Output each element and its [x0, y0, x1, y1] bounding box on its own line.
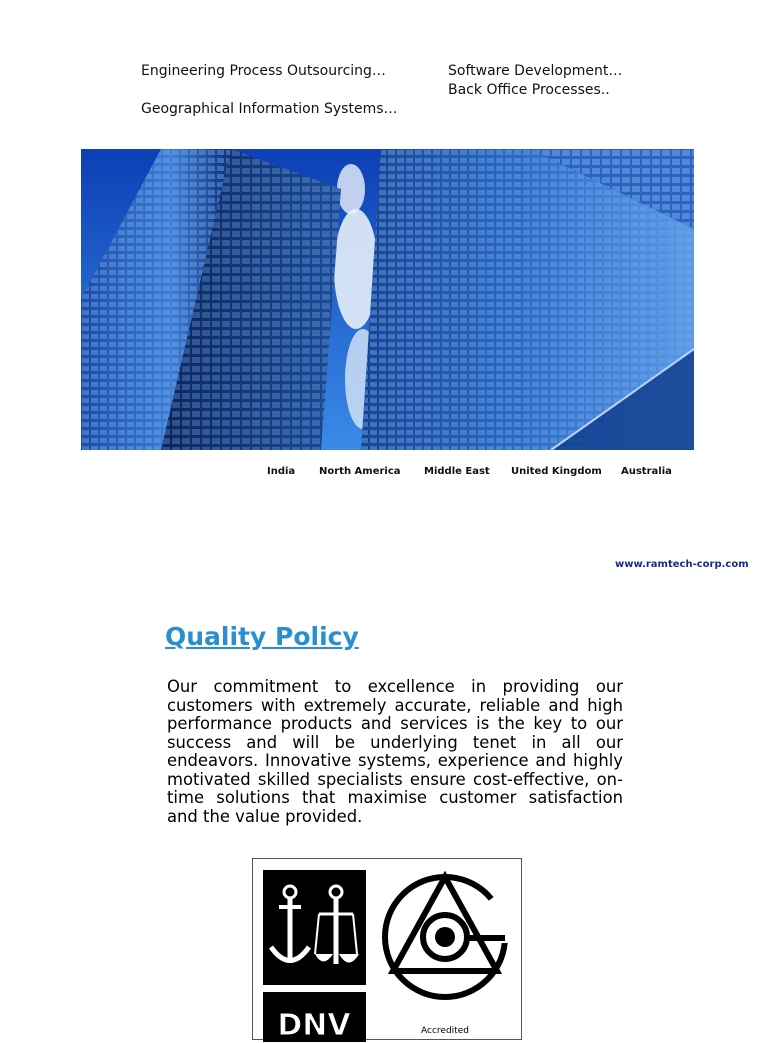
accreditation-caption: Accredited: [421, 1026, 469, 1036]
certification-logos: [252, 858, 522, 1043]
service-link-software[interactable]: Software Development…: [448, 63, 623, 79]
region-link-united-kingdom[interactable]: United Kingdom: [511, 466, 602, 477]
region-link-north-america[interactable]: North America: [319, 466, 401, 477]
service-link-back-office[interactable]: Back Office Processes..: [448, 82, 610, 98]
quality-policy-body: Our commitment to excellence in providing our customers with extremely accurate, reliable and high performance products and services is the key to our success and will be underlying tenet in all our endeavors. Innovative systems, experience and highly motivated skilled specialists ensure cost-effective, on-time solutions that maximise customer satisfaction and the value provided.: [167, 677, 623, 826]
region-link-middle-east[interactable]: Middle East: [424, 466, 490, 477]
region-link-australia[interactable]: Australia: [621, 466, 672, 477]
quality-policy-title: Quality Policy: [165, 622, 359, 651]
skyscrapers-icon: [81, 149, 694, 450]
accreditation-triangle-logo-icon: [385, 877, 508, 997]
hero-skyscrapers-image: [81, 149, 694, 450]
dnv-anchor-logo-icon: [263, 870, 366, 985]
region-nav: [0, 466, 768, 480]
website-link[interactable]: www.ramtech-corp.com: [615, 559, 749, 570]
dnv-text: DNV: [277, 1008, 351, 1043]
service-link-gis[interactable]: Geographical Information Systems…: [141, 101, 398, 117]
region-link-india[interactable]: India: [267, 466, 296, 477]
service-link-engineering[interactable]: Engineering Process Outsourcing…: [141, 63, 386, 79]
